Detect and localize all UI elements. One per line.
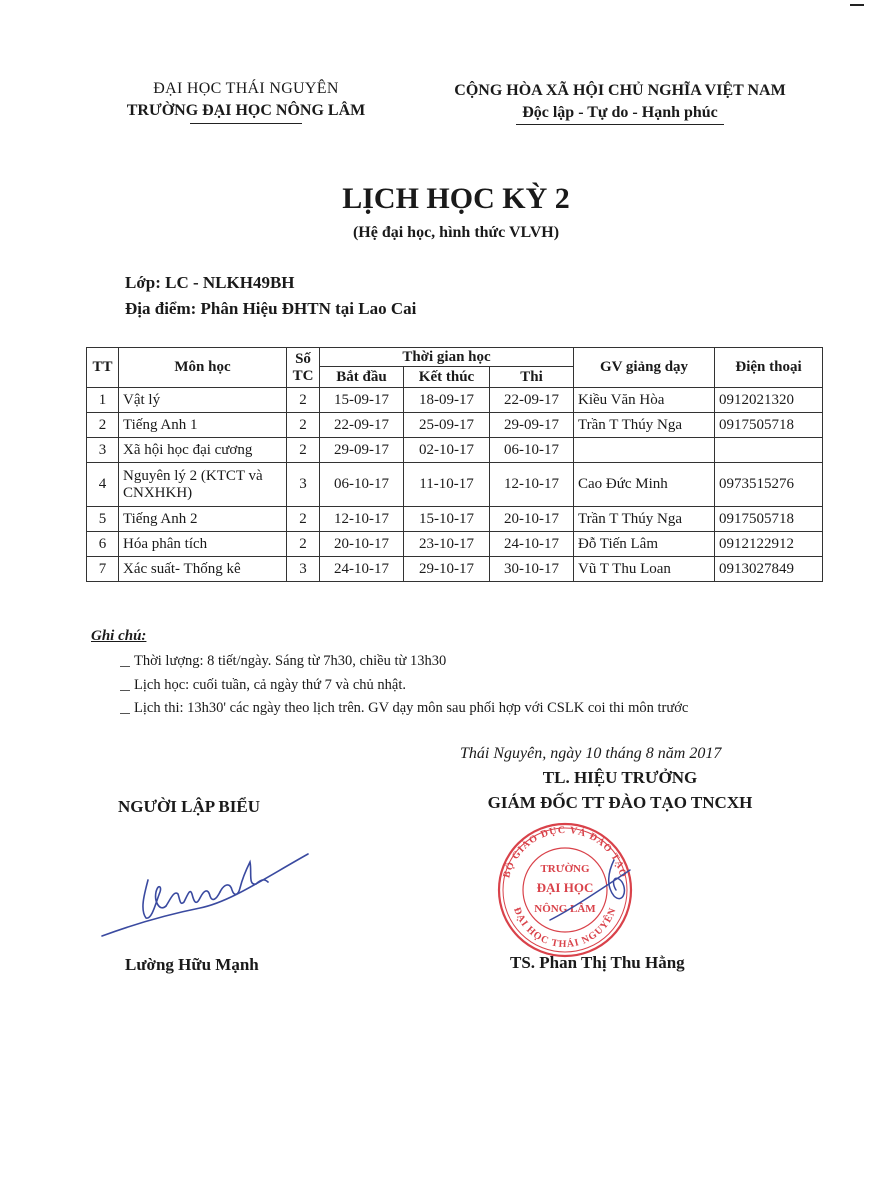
table-row xyxy=(87,438,823,463)
official-stamp xyxy=(490,820,640,960)
dash-icon xyxy=(120,666,130,667)
schedule-table xyxy=(86,347,823,582)
row-subject: Nguyên lý 2 (KTCT và CNXHKH) xyxy=(119,463,287,507)
principal-title-1: TL. HIỆU TRƯỞNG xyxy=(542,768,698,787)
row-exam: 12-10-17 xyxy=(490,463,574,507)
svg-text:TRƯỜNG: TRƯỜNG xyxy=(540,863,590,875)
class-label: Lớp: LC - NLKH49BH xyxy=(125,273,295,292)
place-label: Địa điểm: Phân Hiệu ĐHTN tại Lao Cai xyxy=(125,299,417,318)
row-start: 12-10-17 xyxy=(320,507,404,532)
row-subject: Tiếng Anh 2 xyxy=(119,507,287,532)
row-start: 06-10-17 xyxy=(320,463,404,507)
motto: Độc lập - Tự do - Hạnh phúc xyxy=(522,104,718,121)
row-end: 02-10-17 xyxy=(404,438,490,463)
preparer-title: NGƯỜI LẬP BIỂU xyxy=(118,797,261,816)
row-end: 25-09-17 xyxy=(404,413,490,438)
row-subject: Xã hội học đại cương xyxy=(119,438,287,463)
row-subject: Vật lý xyxy=(119,388,287,413)
row-exam: 06-10-17 xyxy=(490,438,574,463)
row-start: 20-10-17 xyxy=(320,532,404,557)
row-phone: 0913027849 xyxy=(715,557,823,582)
row-subject: Hóa phân tích xyxy=(119,532,287,557)
row-start: 15-09-17 xyxy=(320,388,404,413)
header-end: Kết thúc xyxy=(404,367,490,388)
note-item xyxy=(120,653,446,670)
row-start: 24-10-17 xyxy=(320,557,404,582)
note-text: Lịch thi: 13h30' các ngày theo lịch trên. GV dạy môn sau phối hợp với CSLK coi thi môn trước xyxy=(134,700,689,716)
row-exam: 24-10-17 xyxy=(490,532,574,557)
row-credits: 2 xyxy=(287,532,320,557)
school-name: TRƯỜNG ĐẠI HỌC NÔNG LÂM xyxy=(126,102,366,119)
header-left xyxy=(96,80,396,124)
document-subtitle: (Hệ đại học, hình thức VLVH) xyxy=(352,224,560,241)
row-tt: 5 xyxy=(87,507,119,532)
row-teacher: Đỗ Tiến Lâm xyxy=(574,532,715,557)
row-teacher: Kiều Văn Hòa xyxy=(574,388,715,413)
table-row xyxy=(87,532,823,557)
note-text: Thời lượng: 8 tiết/ngày. Sáng từ 7h30, chiều từ 13h30 xyxy=(134,653,447,669)
row-credits: 2 xyxy=(287,388,320,413)
header-credits-line1: Số xyxy=(295,350,311,367)
row-phone: 0912021320 xyxy=(715,388,823,413)
row-phone: 0912122912 xyxy=(715,532,823,557)
preparer-signature xyxy=(100,840,320,940)
row-phone xyxy=(715,438,823,463)
row-tt: 6 xyxy=(87,532,119,557)
header-phone: Điện thoại xyxy=(715,348,823,388)
row-exam: 29-09-17 xyxy=(490,413,574,438)
svg-text:ĐẠI HỌC THÁI NGUYÊN: ĐẠI HỌC THÁI NGUYÊN xyxy=(511,905,619,951)
header-credits-line2: TC xyxy=(292,367,314,384)
row-subject: Xác suất- Thống kê xyxy=(119,557,287,582)
table-row xyxy=(87,463,823,507)
svg-text:NÔNG LÂM: NÔNG LÂM xyxy=(534,903,596,915)
header-subject: Môn học xyxy=(119,348,287,388)
corner-mark xyxy=(850,4,864,6)
table-row xyxy=(87,388,823,413)
header-start: Bắt đầu xyxy=(320,367,404,388)
header-credits xyxy=(287,348,320,388)
row-teacher xyxy=(574,438,715,463)
principal-title-2: GIÁM ĐỐC TT ĐÀO TẠO TNCXH xyxy=(487,793,753,812)
row-end: 15-10-17 xyxy=(404,507,490,532)
row-subject: Tiếng Anh 1 xyxy=(119,413,287,438)
header-tt: TT xyxy=(87,348,119,388)
row-tt: 3 xyxy=(87,438,119,463)
row-exam: 22-09-17 xyxy=(490,388,574,413)
preparer-name: Lường Hữu Mạnh xyxy=(125,955,259,974)
table-row xyxy=(87,413,823,438)
row-teacher: Vũ T Thu Loan xyxy=(574,557,715,582)
note-item xyxy=(120,677,406,694)
date-line: Thái Nguyên, ngày 10 tháng 8 năm 2017 xyxy=(460,745,722,762)
row-teacher: Trần T Thúy Nga xyxy=(574,507,715,532)
note-text: Lịch học: cuối tuần, cả ngày thứ 7 và chủ nhật. xyxy=(134,677,406,693)
row-credits: 3 xyxy=(287,463,320,507)
principal-name: TS. Phan Thị Thu Hằng xyxy=(510,953,685,972)
header-right xyxy=(420,82,820,125)
row-credits: 2 xyxy=(287,507,320,532)
row-tt: 1 xyxy=(87,388,119,413)
row-tt: 2 xyxy=(87,413,119,438)
header-left-rule xyxy=(190,123,302,124)
document-title: LỊCH HỌC KỲ 2 xyxy=(342,182,570,215)
row-credits: 2 xyxy=(287,438,320,463)
row-exam: 20-10-17 xyxy=(490,507,574,532)
table-row xyxy=(87,557,823,582)
row-tt: 7 xyxy=(87,557,119,582)
row-end: 29-10-17 xyxy=(404,557,490,582)
table-row xyxy=(87,507,823,532)
row-exam: 30-10-17 xyxy=(490,557,574,582)
dash-icon xyxy=(120,690,130,691)
row-teacher: Trần T Thúy Nga xyxy=(574,413,715,438)
header-teacher: GV giảng dạy xyxy=(574,348,715,388)
dash-icon xyxy=(120,713,130,714)
svg-text:BỘ GIÁO DỤC VÀ ĐÀO TẠO: BỘ GIÁO DỤC VÀ ĐÀO TẠO xyxy=(501,824,629,880)
row-end: 11-10-17 xyxy=(404,463,490,507)
header-exam: Thi xyxy=(490,367,574,388)
row-credits: 2 xyxy=(287,413,320,438)
row-start: 29-09-17 xyxy=(320,438,404,463)
row-phone: 0917505718 xyxy=(715,413,823,438)
row-tt: 4 xyxy=(87,463,119,507)
svg-text:ĐẠI HỌC: ĐẠI HỌC xyxy=(536,880,594,895)
row-end: 23-10-17 xyxy=(404,532,490,557)
notes-title: Ghi chú: xyxy=(91,628,147,644)
row-teacher: Cao Đức Minh xyxy=(574,463,715,507)
header-time-group: Thời gian học xyxy=(320,348,574,367)
header-right-rule xyxy=(516,124,724,125)
row-start: 22-09-17 xyxy=(320,413,404,438)
row-credits: 3 xyxy=(287,557,320,582)
republic-name: CỘNG HÒA XÃ HỘI CHỦ NGHĨA VIỆT NAM xyxy=(454,82,786,99)
university-name: ĐẠI HỌC THÁI NGUYÊN xyxy=(153,80,339,97)
row-phone: 0973515276 xyxy=(715,463,823,507)
note-item xyxy=(120,700,688,717)
row-end: 18-09-17 xyxy=(404,388,490,413)
row-phone: 0917505718 xyxy=(715,507,823,532)
